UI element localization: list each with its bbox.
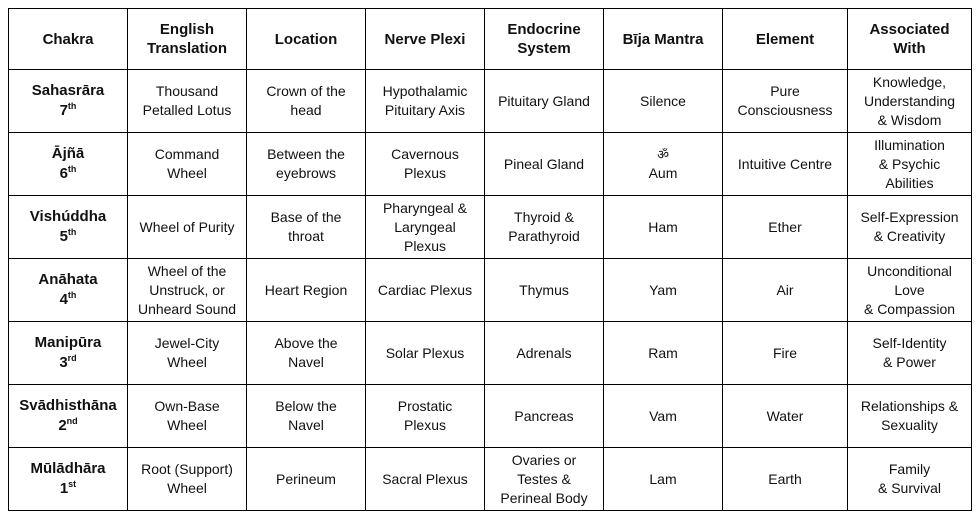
col-header-english-translation: English Translation bbox=[128, 9, 247, 70]
associated-with-cell-line: & Wisdom bbox=[877, 111, 942, 128]
english-translation-cell-line: Jewel-City bbox=[154, 335, 220, 351]
location-cell-line: Above the bbox=[274, 335, 338, 351]
chakra-cell bbox=[9, 133, 128, 196]
element-cell-line: Intuitive Centre bbox=[737, 155, 833, 172]
location-cell bbox=[247, 133, 366, 196]
location-cell-line: Crown of the bbox=[266, 83, 346, 99]
associated-with-cell-line: Relationships & bbox=[860, 398, 959, 414]
location-cell-line: Navel bbox=[288, 417, 324, 433]
bija-mantra-cell bbox=[604, 259, 723, 322]
table-row bbox=[9, 133, 972, 196]
english-translation-cell-line: Wheel of Purity bbox=[139, 218, 235, 235]
chakra-cell bbox=[9, 385, 128, 448]
bija-mantra-cell bbox=[604, 133, 723, 196]
associated-with-cell-line: Self-Expression bbox=[860, 209, 959, 225]
endocrine-cell bbox=[485, 385, 604, 448]
chakra-number: 3 bbox=[59, 354, 68, 371]
english-translation-cell bbox=[128, 133, 247, 196]
location-cell-line: eyebrows bbox=[276, 165, 336, 181]
element-cell-line: Fire bbox=[772, 344, 798, 361]
nerve-plexi-cell bbox=[366, 448, 485, 511]
associated-with-cell bbox=[848, 70, 972, 133]
nerve-plexi-cell bbox=[366, 196, 485, 259]
element-cell bbox=[723, 133, 848, 196]
associated-with-cell-line: & Psychic bbox=[878, 155, 941, 172]
bija-mantra-cell bbox=[604, 385, 723, 448]
english-translation-cell-line: Unstruck, or bbox=[149, 281, 225, 298]
chakra-name: Anāhata bbox=[38, 271, 98, 288]
location-cell bbox=[247, 448, 366, 511]
element-cell-line: Air bbox=[776, 281, 794, 298]
nerve-plexi-cell bbox=[366, 322, 485, 385]
element-cell-line: Earth bbox=[768, 470, 802, 487]
location-cell-line: Base of the bbox=[270, 209, 342, 225]
english-translation-cell-line: Wheel of the bbox=[147, 262, 227, 279]
chakra-name: Vishúddha bbox=[29, 208, 107, 225]
chakra-ordinal-suffix: th bbox=[67, 101, 77, 111]
english-translation-cell bbox=[128, 196, 247, 259]
location-cell bbox=[247, 322, 366, 385]
associated-with-cell-line: Self-Identity bbox=[872, 335, 947, 351]
nerve-plexi-cell-line: Solar Plexus bbox=[385, 344, 465, 361]
endocrine-cell bbox=[485, 448, 604, 511]
chakra-ordinal-suffix: th bbox=[67, 164, 77, 174]
chakra-ordinal bbox=[13, 101, 123, 121]
chakra-table bbox=[8, 8, 972, 511]
table-row bbox=[9, 196, 972, 259]
table-body bbox=[9, 70, 972, 511]
english-translation-cell-line: Unheard Sound bbox=[137, 300, 237, 317]
associated-with-cell-line: Family bbox=[888, 461, 931, 477]
chakra-number: 6 bbox=[59, 165, 68, 182]
chakra-ordinal-suffix: th bbox=[67, 227, 77, 237]
element-cell bbox=[723, 70, 848, 133]
chakra-ordinal bbox=[13, 479, 123, 499]
bija-mantra-text: Yam bbox=[649, 281, 677, 298]
chakra-ordinal bbox=[13, 353, 123, 373]
location-cell bbox=[247, 70, 366, 133]
element-cell bbox=[723, 322, 848, 385]
endocrine-cell bbox=[485, 196, 604, 259]
chakra-name: Sahasrāra bbox=[31, 82, 105, 99]
english-translation-cell-line: Petalled Lotus bbox=[142, 102, 232, 118]
english-translation-cell-line: Command bbox=[154, 146, 220, 162]
nerve-plexi-cell-line: Prostatic bbox=[397, 398, 453, 414]
element-cell-line: Consciousness bbox=[737, 102, 833, 118]
location-cell-line: Below the bbox=[275, 398, 337, 414]
location-cell-line: head bbox=[290, 102, 322, 118]
associated-with-cell-line: Understanding bbox=[863, 92, 956, 109]
bija-mantra-cell bbox=[604, 196, 723, 259]
bija-mantra-cell bbox=[604, 70, 723, 133]
english-translation-cell bbox=[128, 448, 247, 511]
chakra-cell bbox=[9, 322, 128, 385]
endocrine-cell-line: Pineal Gland bbox=[503, 155, 585, 172]
associated-with-cell bbox=[848, 259, 972, 322]
nerve-plexi-cell-line: Cardiac Plexus bbox=[377, 281, 473, 298]
associated-with-cell-line: Sexuality bbox=[881, 417, 938, 433]
chakra-cell bbox=[9, 70, 128, 133]
col-header-bija-mantra: Bīja Mantra bbox=[604, 9, 723, 70]
bija-mantra-text: Vam bbox=[649, 407, 677, 424]
element-cell bbox=[723, 196, 848, 259]
header-row bbox=[9, 9, 972, 70]
chakra-number: 1 bbox=[59, 480, 69, 497]
nerve-plexi-cell-line: Sacral Plexus bbox=[382, 470, 468, 487]
associated-with-cell-line: & Power bbox=[883, 354, 936, 370]
element-cell-line: Water bbox=[766, 407, 804, 424]
associated-with-cell bbox=[848, 196, 972, 259]
endocrine-cell-line: Testes & bbox=[517, 470, 571, 487]
bija-mantra-cell bbox=[604, 448, 723, 511]
associated-with-cell bbox=[848, 322, 972, 385]
element-cell bbox=[723, 448, 848, 511]
location-cell-line: Perineum bbox=[276, 470, 336, 487]
col-header-chakra: Chakra bbox=[9, 9, 128, 70]
associated-with-cell-line: & Creativity bbox=[873, 228, 946, 244]
chakra-number: 2 bbox=[58, 417, 67, 434]
english-translation-cell bbox=[128, 259, 247, 322]
location-cell bbox=[247, 259, 366, 322]
chakra-cell bbox=[9, 259, 128, 322]
chakra-name: Manipūra bbox=[34, 334, 102, 351]
chakra-ordinal bbox=[13, 164, 123, 184]
table-row bbox=[9, 322, 972, 385]
location-cell-line: throat bbox=[288, 228, 324, 244]
table-row bbox=[9, 448, 972, 511]
element-cell bbox=[723, 259, 848, 322]
english-translation-cell-line: Wheel bbox=[167, 165, 207, 181]
chakra-name: Svādhisthāna bbox=[19, 397, 117, 414]
nerve-plexi-cell bbox=[366, 385, 485, 448]
chakra-number: 7 bbox=[59, 102, 68, 119]
nerve-plexi-cell-line: Pharyngeal & bbox=[382, 199, 468, 216]
chakra-ordinal bbox=[13, 290, 123, 310]
endocrine-cell-line: Thyroid & bbox=[514, 209, 574, 225]
english-translation-cell bbox=[128, 322, 247, 385]
nerve-plexi-cell bbox=[366, 133, 485, 196]
element-cell bbox=[723, 385, 848, 448]
english-translation-cell-line: Wheel bbox=[167, 480, 207, 496]
associated-with-cell-line: Knowledge, bbox=[872, 73, 947, 90]
associated-with-cell-line: Unconditional bbox=[867, 262, 952, 279]
chakra-ordinal-suffix: th bbox=[67, 290, 77, 300]
col-header-nerve-plexi: Nerve Plexi bbox=[366, 9, 485, 70]
nerve-plexi-cell-line: Cavernous bbox=[391, 146, 459, 162]
english-translation-cell-line: Own-Base bbox=[154, 398, 220, 414]
location-cell bbox=[247, 196, 366, 259]
endocrine-cell bbox=[485, 259, 604, 322]
endocrine-cell-line: Adrenals bbox=[516, 344, 572, 361]
endocrine-cell bbox=[485, 133, 604, 196]
chakra-ordinal-suffix: st bbox=[68, 479, 77, 489]
endocrine-cell-line: Pancreas bbox=[514, 407, 574, 424]
col-header-associated-with: Associated With bbox=[848, 9, 972, 70]
english-translation-cell-line: Root (Support) bbox=[141, 461, 233, 477]
chakra-number: 5 bbox=[59, 228, 68, 245]
endocrine-cell-line: Parathyroid bbox=[508, 228, 580, 244]
col-header-location: Location bbox=[247, 9, 366, 70]
english-translation-cell-line: Wheel bbox=[167, 417, 207, 433]
bija-mantra-text: Aum bbox=[648, 165, 678, 181]
nerve-plexi-cell-line: Plexus bbox=[403, 165, 447, 181]
endocrine-cell-line: Perineal Body bbox=[500, 489, 588, 506]
english-translation-cell-line: Wheel bbox=[167, 354, 207, 370]
bija-mantra-text: Lam bbox=[649, 470, 677, 487]
endocrine-cell-line: Thymus bbox=[519, 281, 569, 298]
chakra-name: Ājñā bbox=[51, 145, 85, 162]
table-row bbox=[9, 259, 972, 322]
bija-mantra-text: Ram bbox=[648, 344, 678, 361]
location-cell-line: Navel bbox=[288, 354, 324, 370]
associated-with-cell bbox=[848, 448, 972, 511]
chakra-ordinal bbox=[13, 227, 123, 247]
chakra-number: 4 bbox=[59, 291, 68, 308]
table-row bbox=[9, 385, 972, 448]
element-cell-line: Pure bbox=[770, 83, 800, 99]
om-symbol-icon: ॐ bbox=[657, 147, 669, 162]
english-translation-cell-line: Thousand bbox=[155, 83, 219, 99]
location-cell-line: Heart Region bbox=[264, 281, 348, 298]
bija-mantra-cell bbox=[604, 322, 723, 385]
col-header-element: Element bbox=[723, 9, 848, 70]
nerve-plexi-cell-line: Hypothalamic bbox=[382, 83, 468, 99]
english-translation-cell bbox=[128, 70, 247, 133]
associated-with-cell-line: & Compassion bbox=[863, 300, 956, 317]
chakra-ordinal-suffix: rd bbox=[67, 353, 77, 363]
associated-with-cell bbox=[848, 385, 972, 448]
associated-with-cell bbox=[848, 133, 972, 196]
associated-with-cell-line: Abilities bbox=[885, 174, 934, 191]
chakra-name: Mūlādhāra bbox=[30, 460, 106, 477]
endocrine-cell bbox=[485, 70, 604, 133]
nerve-plexi-cell-line: Pituitary Axis bbox=[384, 102, 466, 118]
bija-mantra-text: Ham bbox=[648, 218, 678, 235]
bija-mantra-text: Silence bbox=[640, 92, 686, 109]
chakra-ordinal-suffix: nd bbox=[66, 416, 78, 426]
nerve-plexi-cell-line: Laryngeal bbox=[394, 218, 456, 235]
col-header-endocrine-system: Endocrine System bbox=[485, 9, 604, 70]
associated-with-cell-line: & Survival bbox=[877, 480, 942, 496]
associated-with-cell-line: Love bbox=[894, 281, 925, 298]
chakra-cell bbox=[9, 448, 128, 511]
element-cell-line: Ether bbox=[768, 218, 802, 235]
nerve-plexi-cell-line: Plexus bbox=[403, 417, 447, 433]
location-cell bbox=[247, 385, 366, 448]
nerve-plexi-cell bbox=[366, 259, 485, 322]
chakra-cell bbox=[9, 196, 128, 259]
endocrine-cell-line: Pituitary Gland bbox=[498, 92, 590, 109]
associated-with-cell-line: Illumination bbox=[874, 136, 945, 153]
location-cell-line: Between the bbox=[267, 146, 345, 162]
chakra-ordinal bbox=[13, 416, 123, 436]
endocrine-cell bbox=[485, 322, 604, 385]
nerve-plexi-cell bbox=[366, 70, 485, 133]
english-translation-cell bbox=[128, 385, 247, 448]
table-row bbox=[9, 70, 972, 133]
endocrine-cell-line: Ovaries or bbox=[511, 451, 577, 468]
nerve-plexi-cell-line: Plexus bbox=[403, 237, 447, 254]
